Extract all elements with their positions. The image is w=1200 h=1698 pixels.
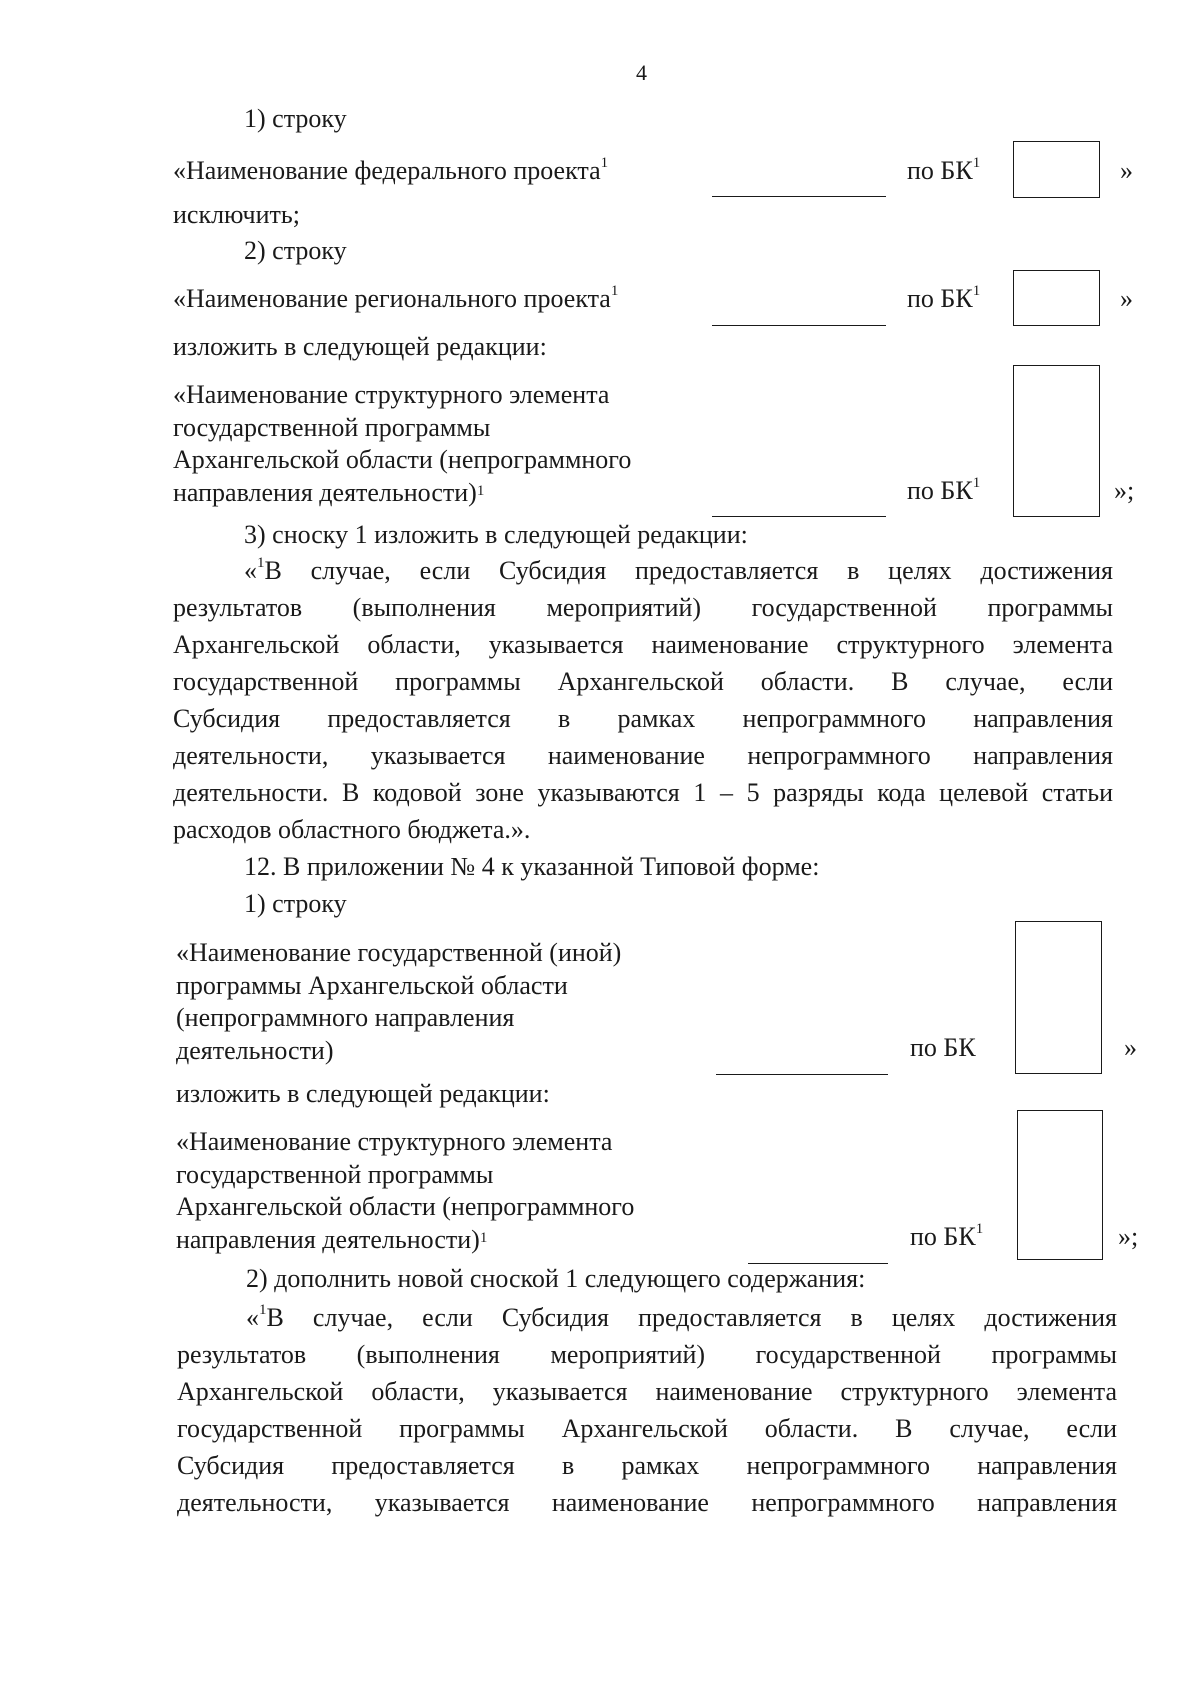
bk-code-box xyxy=(1013,270,1100,326)
closing-quote: » xyxy=(1120,284,1133,313)
footnote-text-line: Субсидия предоставляется в рамках непрограммного направления xyxy=(173,704,1113,733)
footnote-text-line: государственной программы Архангельской области. В случае, если xyxy=(177,1414,1117,1443)
section-12-heading: 12. В приложении № 4 к указанной Типовой форме: xyxy=(244,852,820,881)
by-bk-label: по $БК^1$ xyxy=(910,1221,984,1251)
footnote-text-line: Архангельской области, указывается наименование структурного элемента xyxy=(177,1377,1117,1406)
item-1-intro: 1) строку xyxy=(244,889,347,918)
footnote-text-line: Архангельской области, указывается наименование структурного элемента xyxy=(173,630,1113,659)
footnote-text-line: «$^1$В случае, если Субсидия предоставляется в целях достижения xyxy=(244,555,1113,585)
item-1-intro: 1) строку xyxy=(244,104,347,133)
footnote-text-line: «$^1$В случае, если Субсидия предоставляется в целях достижения xyxy=(246,1302,1117,1332)
closing-quote: » xyxy=(1120,156,1133,185)
bk-code-box xyxy=(1015,921,1102,1074)
page-number: 4 xyxy=(636,60,647,85)
structural-element-row-label: «Наименование структурного элемента государственной программы Архангельской области (непрограммного направления деятельности)$^1$ xyxy=(176,1127,635,1254)
regional-project-value-line xyxy=(712,325,886,326)
item-2-intro: 2) строку xyxy=(244,236,347,265)
closing-quote: » xyxy=(1124,1033,1137,1062)
footnote-text-line: деятельности. В кодовой зоне указываются 1 – 5 разряды кода целевой статьи xyxy=(173,778,1113,807)
footnote-text-line: Субсидия предоставляется в рамках непрограммного направления xyxy=(177,1451,1117,1480)
footnote-text-line: результатов (выполнения мероприятий) государственной программы xyxy=(177,1340,1117,1369)
federal-project-row-label: «Наименование федерального проекта$^1$ xyxy=(173,155,609,185)
structural-element-value-line xyxy=(712,516,886,517)
state-program-value-line xyxy=(716,1074,888,1075)
closing-quote: »; xyxy=(1114,476,1135,505)
item-2-intro: 2) дополнить новой сноской 1 следующего содержания: xyxy=(246,1264,866,1293)
item-1-action: изложить в следующей редакции: xyxy=(176,1079,550,1108)
by-bk-label: по БК xyxy=(910,1033,976,1062)
footnote-text-line: результатов (выполнения мероприятий) государственной программы xyxy=(173,593,1113,622)
item-2-action: изложить в следующей редакции: xyxy=(173,332,547,361)
structural-element-row-label: «Наименование структурного элемента государственной программы Архангельской области (непрограммного направления деятельности)$^1$ xyxy=(173,380,632,507)
footnote-text-line: деятельности, указывается наименование непрограммного направления xyxy=(173,741,1113,770)
regional-project-row-label: «Наименование регионального проекта$^1$ xyxy=(173,283,619,313)
by-bk-label: по $БК^1$ xyxy=(907,283,981,313)
bk-code-box xyxy=(1013,365,1100,517)
footnote-text-line: расходов областного бюджета.». xyxy=(173,815,531,844)
by-bk-label: по $БК^1$ xyxy=(907,155,981,185)
state-program-row-label: «Наименование государственной (иной) программы Архангельской области (непрограммного направления деятельности) xyxy=(176,938,622,1065)
by-bk-label: по $БК^1$ xyxy=(907,475,981,505)
item-3-intro: 3) сноску 1 изложить в следующей редакции: xyxy=(244,520,748,549)
bk-code-box xyxy=(1017,1110,1103,1260)
item-1-action: исключить; xyxy=(173,200,300,229)
bk-code-box xyxy=(1013,141,1100,198)
footnote-text-line: государственной программы Архангельской области. В случае, если xyxy=(173,667,1113,696)
closing-quote: »; xyxy=(1118,1222,1139,1251)
footnote-text-line: деятельности, указывается наименование непрограммного направления xyxy=(177,1488,1117,1517)
federal-project-value-line xyxy=(712,196,886,197)
